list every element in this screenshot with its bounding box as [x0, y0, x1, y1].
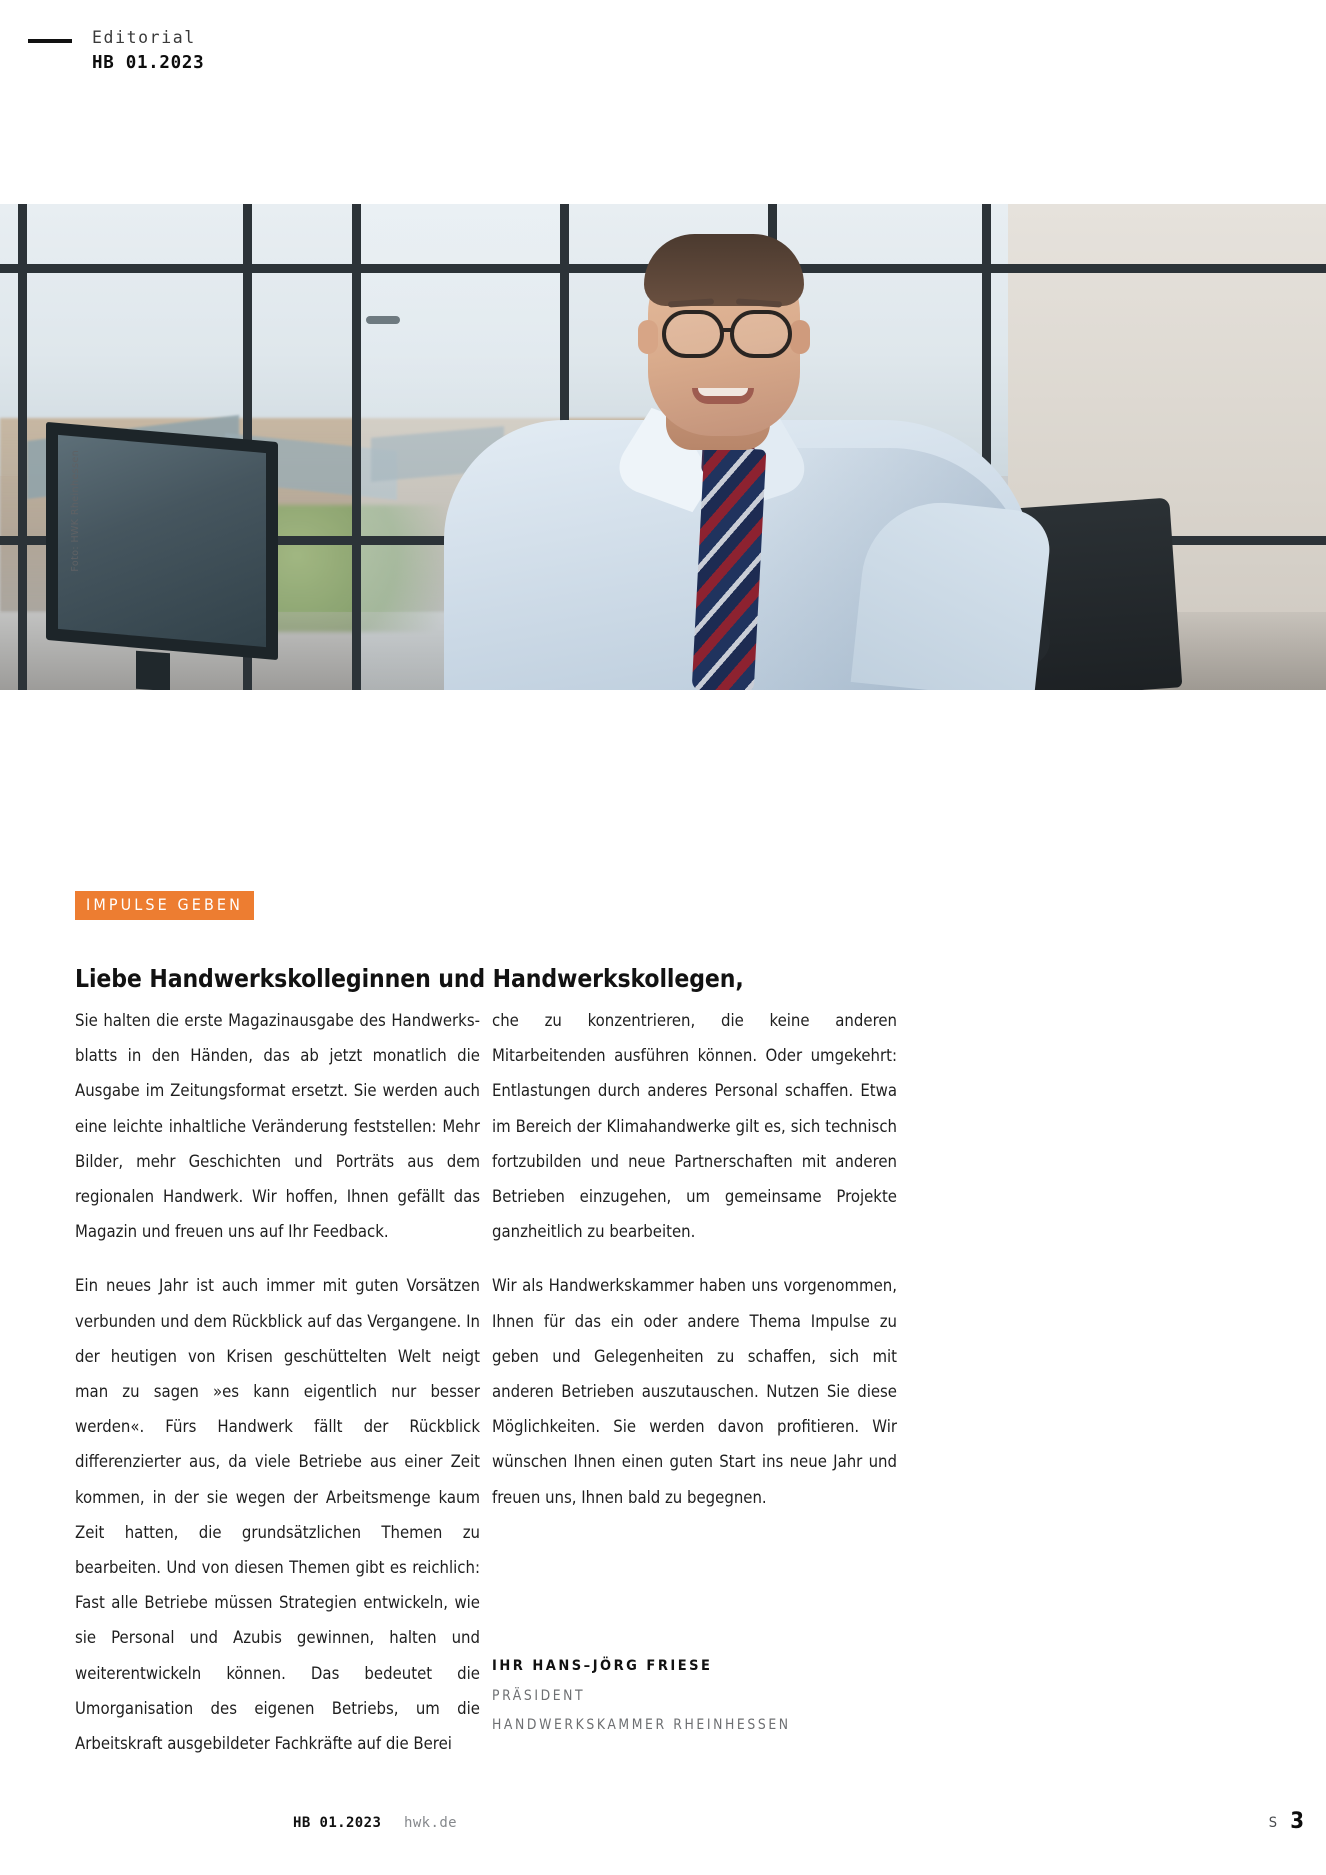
signature-block	[492, 1658, 1012, 1733]
photo-monitor-screen	[58, 435, 266, 647]
photo-person-tie	[692, 447, 767, 690]
signature-name: IHR HANS–JÖRG FRIESE	[492, 1658, 713, 1674]
photo-window-mullion	[18, 204, 27, 690]
photo-monitor-stand	[136, 651, 170, 690]
article-paragraph: che zu konzentrieren, die keine anderen Mitarbeitenden ausführen können. Oder umgekehrt: Entlastungen durch anderes Personal schaffen. Etwa im Bereich der Klimahandwerke gilt es, sich technisch fortzubilden und neue Partnerschaften mit anderen Betrieben einzugehen, um gemeinsame Projekte ganzheitlich zu bearbeiten.	[492, 1011, 897, 1242]
article-paragraph: Ein neues Jahr ist auch immer mit guten Vorsätzen verbunden und dem Rückblick auf das Vergangene. In der heutigen von Krisen geschüttelten Welt neigt man zu sagen »es kann eigentlich nur besser werden«. Fürs Handwerk fällt der Rückblick differenzierter aus, da viele Betriebe aus einer Zeit kommen, in der sie wegen der Arbeitsmenge kaum Zeit hatten, die grundsätzlichen Themen zu bearbeiten. Und von diesen Themen gibt es reichlich: Fast alle Betriebe müssen Strategien entwickeln, wie sie Personal und Azubis gewinnen, halten und weiterentwickeln können. Das bedeutet die Umorganisation des eigenen Betriebs, um die Arbeitskraft ausgebildeter Fachkräfte auf die Berei	[75, 1276, 480, 1754]
photo-credit: Foto: HWK Rheinhessen	[70, 450, 81, 572]
article-paragraph: Sie halten die erste Magazinausgabe des Handwerksblatts in den Händen, das ab jetzt monatlich die Ausgabe im Zeitungsformat ersetzt. Sie werden auch eine leichte inhaltliche Veränderung feststellen: Mehr Bilder, mehr Geschichten und Porträts aus dem regionalen Handwerk. Wir hoffen, Ihnen gefällt das Magazin und freuen uns auf Ihr Feedback.	[75, 1011, 480, 1242]
glasses-bridge-icon	[722, 328, 734, 332]
page-title: Liebe Handwerkskolleginnen und Handwerkskollegen,	[75, 964, 744, 993]
glasses-icon	[662, 310, 724, 358]
photo-door-handle	[366, 316, 400, 324]
photo-window-mullion	[352, 204, 361, 690]
footer-page-number: 3	[1290, 1809, 1304, 1834]
article-column-left	[75, 1003, 480, 1761]
page-header	[0, 26, 1326, 96]
signature-role: PRÄSIDENT	[492, 1688, 586, 1704]
header-section-label: Editorial	[92, 28, 196, 47]
glasses-icon	[730, 310, 792, 358]
hero-photo	[0, 204, 1326, 690]
photo-person-teeth	[698, 388, 748, 396]
footer-page-prefix: S	[1268, 1815, 1278, 1831]
photo-person-ear	[790, 320, 810, 354]
photo-person-ear	[638, 320, 658, 354]
photo-person-hair	[644, 234, 804, 306]
section-badge: IMPULSE GEBEN	[75, 891, 254, 920]
signature-organization: HANDWERKSKAMMER RHEINHESSEN	[492, 1717, 791, 1733]
footer-website-label: hwk.de	[404, 1815, 457, 1831]
page-footer	[0, 1785, 1326, 1875]
article-paragraph: Wir als Handwerkskammer haben uns vorgenommen, Ihnen für das ein oder andere Thema Impulse zu geben und Gelegenheiten zu schaffen, sich mit anderen Betrieben auszutauschen. Nutzen Sie diese Möglichkeiten. Sie werden davon profitieren. Wir wünschen Ihnen einen guten Start ins neue Jahr und freuen uns, Ihnen bald zu begegnen.	[492, 1276, 897, 1507]
photo-illustration	[0, 204, 1326, 690]
header-issue-label: HB 01.2023	[92, 53, 205, 73]
header-rule-icon	[28, 39, 72, 43]
footer-issue-label: HB 01.2023	[293, 1815, 382, 1831]
photo-person	[430, 242, 1050, 690]
article-column-right	[492, 1003, 897, 1515]
